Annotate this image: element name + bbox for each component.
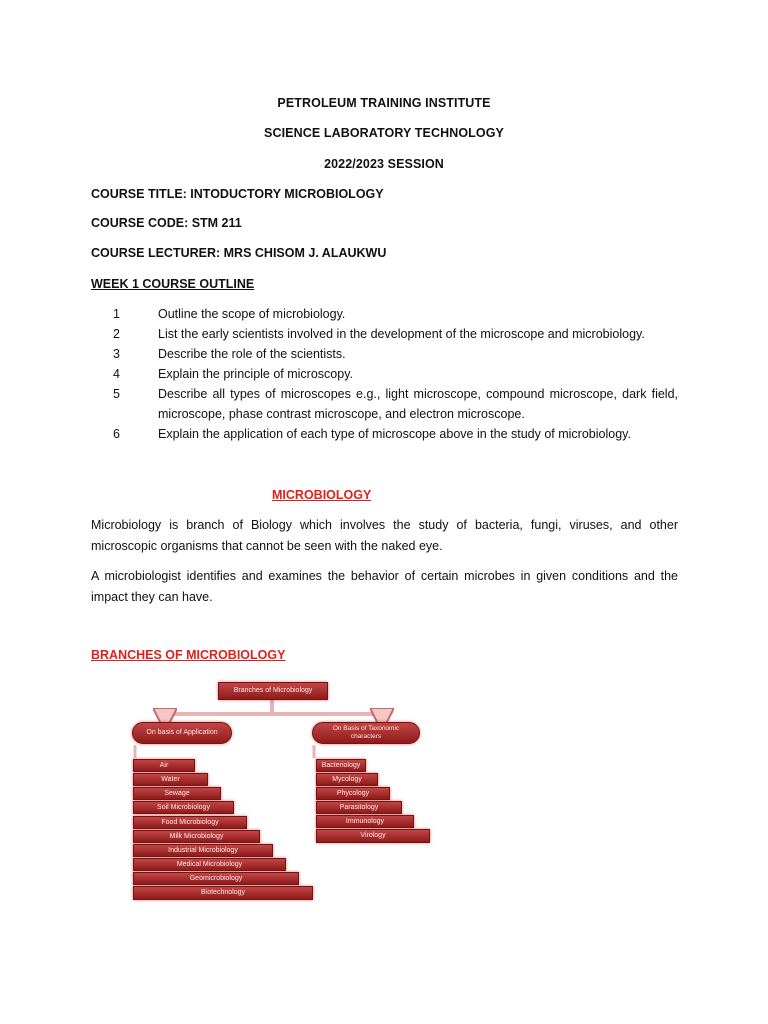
outline-item-text: Describe all types of microscopes e.g., light microscope, compound microscope, dark field, microscope, phase contrast microscope, and electron microscope. <box>158 387 678 421</box>
microbiology-heading: MICROBIOLOGY <box>272 488 372 502</box>
outline-item-text: Describe the role of the scientists. <box>158 347 346 361</box>
course-title: COURSE TITLE: INTODUCTORY MICROBIOLOGY <box>91 187 384 201</box>
right-item: Mycology <box>316 773 378 786</box>
session-label: 2022/2023 SESSION <box>324 157 444 171</box>
outline-item <box>91 364 678 384</box>
course-lecturer: COURSE LECTURER: MRS CHISOM J. ALAUKWU <box>91 246 387 260</box>
left-item: Industrial Microbiology <box>133 844 273 857</box>
left-item: Food Microbiology <box>133 816 247 829</box>
right-item: Parasitology <box>316 801 402 814</box>
right-item: Bacteriology <box>316 759 366 772</box>
left-item: Medical Microbiology <box>133 858 286 871</box>
outline-item-number: 2 <box>113 327 120 341</box>
outline-item-number: 6 <box>113 427 120 441</box>
right-item: Immunology <box>316 815 414 828</box>
outline-item-text: Explain the principle of microscopy. <box>158 367 353 381</box>
right-group: On Basis of Taxonomic characters <box>312 722 420 744</box>
diagram-root: Branches of Microbiology <box>218 682 328 700</box>
outline-title: WEEK 1 COURSE OUTLINE <box>91 277 255 291</box>
course-code: COURSE CODE: STM 211 <box>91 216 242 230</box>
left-item: Geomicrobiology <box>133 872 299 885</box>
left-item: Air <box>133 759 195 772</box>
institute-name: PETROLEUM TRAINING INSTITUTE <box>277 96 491 110</box>
branches-diagram <box>120 670 450 915</box>
outline-item-number: 3 <box>113 347 120 361</box>
left-item: Milk Microbiology <box>133 830 260 843</box>
outline-item-text: Outline the scope of microbiology. <box>158 307 346 321</box>
right-item: Phycology <box>316 787 390 800</box>
course-outline-list <box>91 304 678 444</box>
left-group: On basis of Application <box>132 722 232 744</box>
microbiologist-description: A microbiologist identifies and examines the behavior of certain microbes in given conditions and the impact they can have. <box>91 569 678 604</box>
microbiology-definition: Microbiology is branch of Biology which involves the study of bacteria, fungi, viruses, and other microscopic organisms that cannot be seen with the naked eye. <box>91 518 678 553</box>
department-name: SCIENCE LABORATORY TECHNOLOGY <box>264 126 504 140</box>
outline-item-text: List the early scientists involved in the development of the microscope and microbiology. <box>158 327 645 341</box>
outline-item <box>91 304 678 324</box>
outline-item <box>91 344 678 364</box>
outline-item-number: 1 <box>113 307 120 321</box>
left-item: Sewage <box>133 787 221 800</box>
outline-item-text: Explain the application of each type of microscope above in the study of microbiology. <box>158 427 631 441</box>
outline-item-number: 4 <box>113 367 120 381</box>
outline-item <box>91 424 678 444</box>
left-item: Soil Microbiology <box>133 801 234 814</box>
outline-item <box>91 324 678 344</box>
left-item: Biotechnology <box>133 886 313 900</box>
left-item: Water <box>133 773 208 786</box>
right-item: Virology <box>316 829 430 843</box>
outline-item-number: 5 <box>113 387 120 401</box>
outline-item <box>91 384 678 424</box>
branches-heading: BRANCHES OF MICROBIOLOGY <box>91 648 286 662</box>
